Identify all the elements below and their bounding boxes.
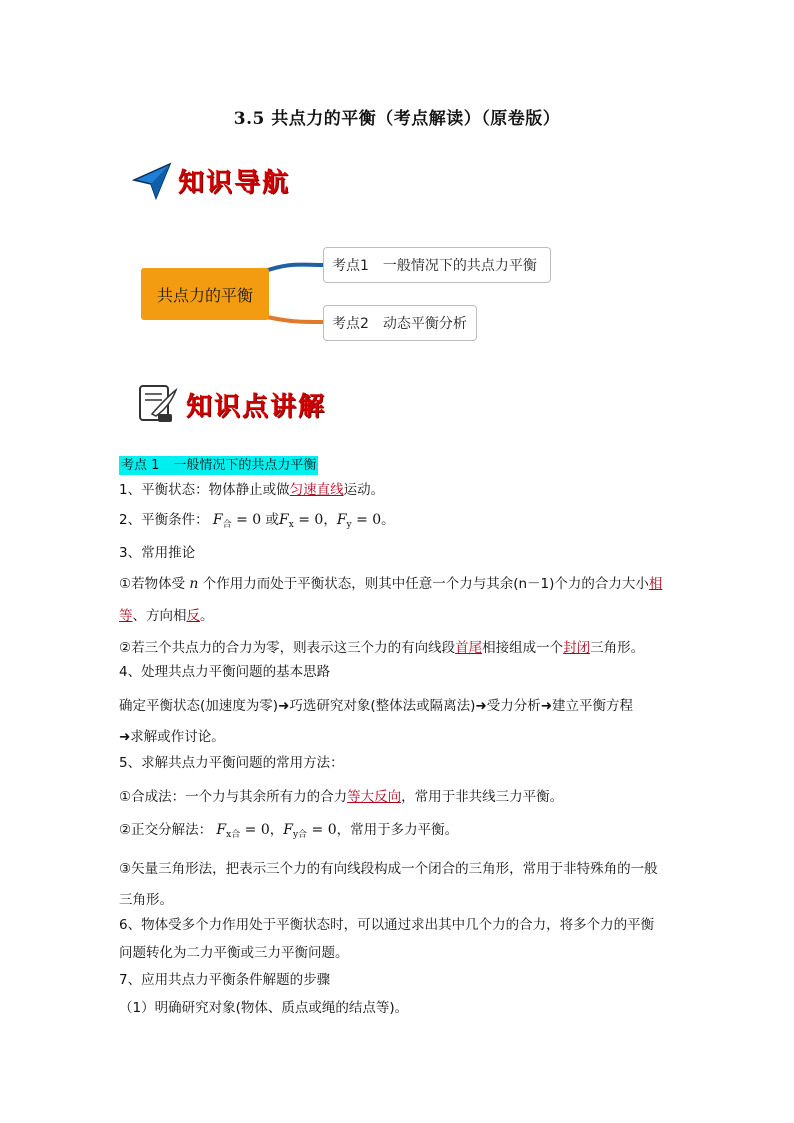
formula-fy-net: $F_{y合} = 0$ — [283, 822, 337, 840]
text: ，常用于多力平衡。 — [336, 822, 459, 838]
formula-f-net: $F_合 = 0$ — [212, 512, 262, 530]
text: ②若三个共点力的合力为零，则表示这三个力的有向线段 — [119, 640, 456, 656]
node-text: 一般情况下的共点力平衡 — [382, 258, 537, 274]
content-line: 7、应用共点力平衡条件解题的步骤 — [119, 972, 331, 988]
content-line: 4、处理共点力平衡问题的基本思路 — [119, 664, 331, 680]
content-line: 问题转化为二力平衡或三力平衡问题。 — [119, 945, 349, 961]
section-label: 考点 1 — [121, 458, 160, 473]
scroll-quill-icon — [130, 380, 182, 428]
text: ， — [269, 822, 284, 838]
text: ， — [323, 512, 337, 528]
underlined-answer: 反 — [186, 608, 200, 624]
content-line: 3、常用推论 — [119, 545, 196, 561]
node-label: 考点2 — [332, 316, 369, 332]
section-text: 一般情况下的共点力平衡 — [173, 458, 317, 473]
mindmap-center-node: 共点力的平衡 — [141, 268, 269, 320]
content-line-formula — [119, 510, 395, 535]
content-line: （1）明确研究对象(物体、质点或绳的结点等)。 — [119, 1000, 409, 1016]
text: ，常用于非共线三力平衡。 — [401, 789, 564, 805]
text: ②正交分解法： — [119, 822, 213, 838]
content-line: ③矢量三角形法，把表示三个力的有向线段构成一个闭合的三角形，常用于非特殊角的一般 — [119, 861, 658, 877]
underlined-answer: 相 — [648, 576, 663, 592]
formula-fx-net: $F_{x合} = 0$ — [216, 822, 270, 840]
node-text: 动态平衡分析 — [382, 316, 467, 332]
content-line: 确定平衡状态(加速度为零)➜巧选研究对象(整体法或隔离法)➜受力分析➜建立平衡方程 — [119, 698, 634, 714]
banner-title: 知识点讲解 — [186, 391, 327, 422]
underlined-answer: 等大反向 — [347, 789, 402, 805]
section-heading-1 — [119, 456, 318, 475]
text: 2、平衡条件： — [119, 512, 209, 528]
banner-title: 知识导航 — [178, 167, 291, 198]
content-line — [119, 574, 662, 594]
text: 、方向相 — [132, 608, 187, 624]
content-line: 三角形。 — [119, 892, 173, 908]
content-line — [119, 606, 214, 626]
formula-fy: $F_y = 0$ — [336, 512, 382, 530]
connector-2 — [262, 316, 323, 322]
formula-fx: $F_x = 0$ — [278, 512, 324, 530]
text: ①合成法：一个力与其余所有力的合力 — [119, 789, 348, 805]
text: 相接组成一个 — [482, 640, 564, 656]
content-line — [119, 480, 384, 500]
content-line — [119, 787, 563, 807]
text: 或 — [261, 512, 279, 528]
underlined-answer: 匀速直线 — [289, 482, 344, 498]
node-label: 考点1 — [332, 258, 369, 274]
text: 三角形。 — [590, 640, 645, 656]
content-line-formula — [119, 820, 458, 845]
underlined-answer: 首尾 — [455, 640, 483, 656]
connector-1 — [262, 265, 323, 272]
variable-n: n — [189, 576, 199, 592]
text: 。 — [381, 512, 395, 528]
page-title: 3.5 共点力的平衡（考点解读）（原卷版） — [233, 109, 561, 129]
content-line: 5、求解共点力平衡问题的常用方法： — [119, 755, 344, 771]
banner-knowledge-explanation — [130, 380, 326, 428]
text: 。 — [200, 608, 214, 624]
mindmap-node-1 — [323, 247, 551, 283]
text: 个作用力而处于平衡状态，则其中任意一个力与其余(n－1)个力的合力大小 — [198, 576, 649, 592]
underlined-answer: 等 — [119, 608, 133, 624]
text: 运动。 — [343, 482, 385, 498]
text: ①若物体受 — [119, 576, 190, 592]
content-line — [119, 638, 644, 658]
underlined-answer: 封闭 — [563, 640, 591, 656]
mindmap-node-2 — [323, 305, 477, 341]
text: 1、平衡状态：物体静止或做 — [119, 482, 290, 498]
content-line: ➜求解或作讨论。 — [119, 729, 225, 745]
content-line: 6、物体受多个力作用处于平衡状态时，可以通过求出其中几个力的合力，将多个力的平衡 — [119, 917, 655, 933]
